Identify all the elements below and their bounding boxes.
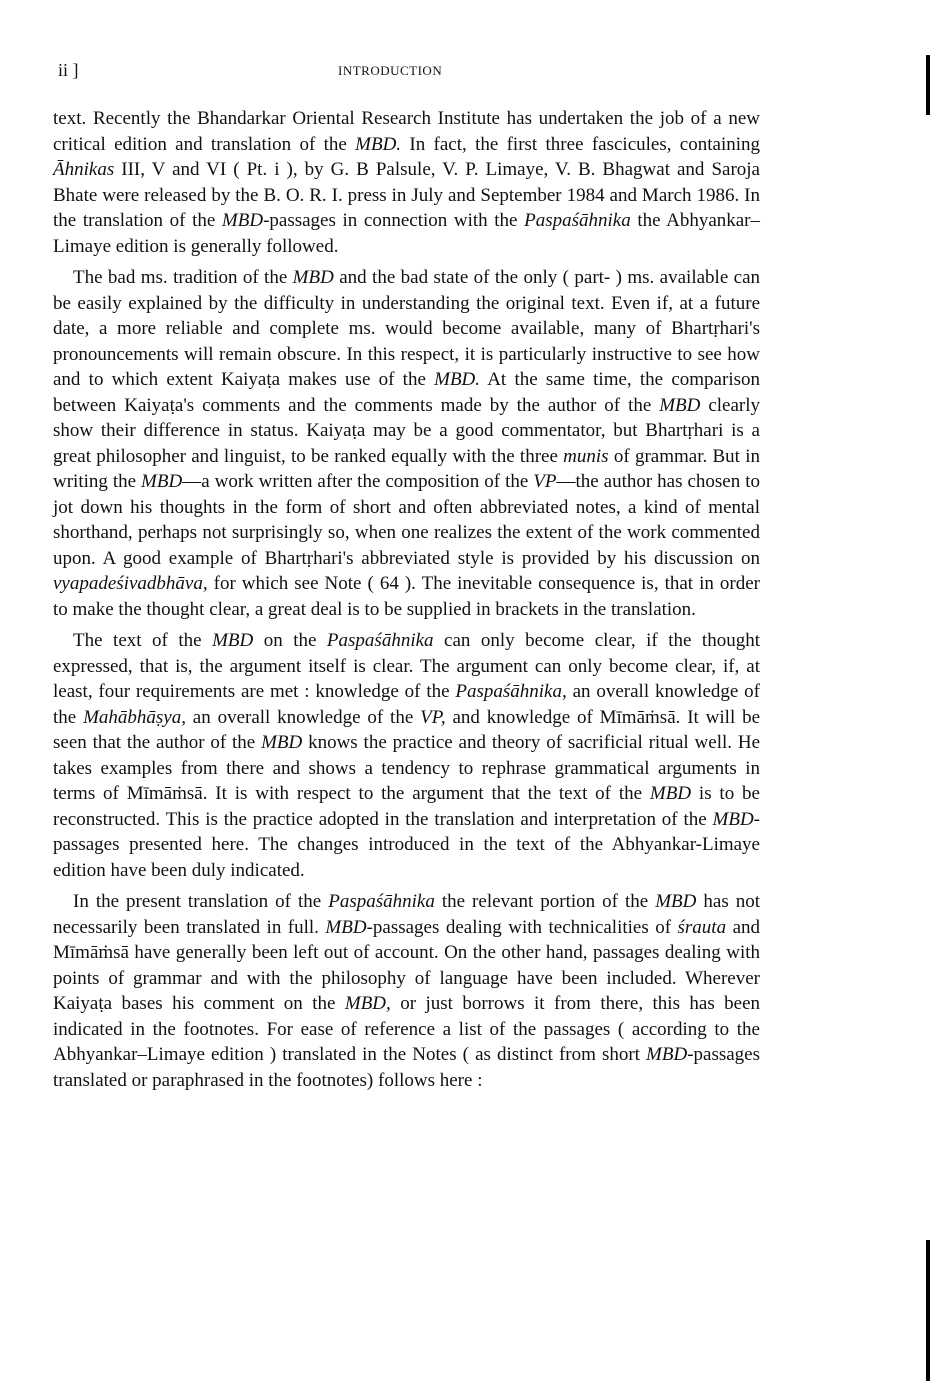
italic-text-segment: Paspaśāhnika xyxy=(326,630,434,651)
paragraph xyxy=(53,628,760,883)
italic-text-segment: MBD xyxy=(292,267,334,288)
text-segment: -passages translated or paraphrased in the footnotes) follows here : xyxy=(53,1044,760,1091)
italic-text-segment: VP xyxy=(533,471,557,492)
italic-text-segment: Paspaśāhnika, xyxy=(455,681,567,702)
italic-text-segment: MBD xyxy=(261,732,303,753)
italic-text-segment: MBD xyxy=(646,1044,688,1065)
text-segment: text. Recently the Bhandarkar Oriental Research Institute has undertaken the job of a new critical edition and translation of the xyxy=(53,108,760,155)
text-segment: or just borrows it from there, this has been indicated in the footnotes. For ease of reference a list of the passages ( according to the Abhyankar–Limaye edition ) translated in the Notes ( as distinct from short xyxy=(53,993,761,1065)
text-segment: In the present translation of the xyxy=(73,891,329,912)
italic-text-segment: MBD, xyxy=(344,993,391,1014)
text-segment: —the author has chosen to jot down his thoughts in the form of short and often abbreviated notes, a kind of mental shorthand, perhaps not surprisingly so, when one realizes the extent of the work commented upon. A good example of Bhartṛhari's abbreviated style is provided by his discussion on xyxy=(53,471,760,569)
italic-text-segment: MBD xyxy=(649,783,692,804)
text-segment: and the bad state of the only ( part- ) ms. available can be easily explained by the difficulty in understanding the original text. Even if, at a future date, a more reliable and complete ms. would become available, many of Bhartṛhari's pronouncements will remain obscure. In this respect, it is particularly instructive to see how and to which extent Kaiyaṭa makes use of the xyxy=(53,267,761,390)
text-segment: and Mīmāṁsā have generally been left out of account. On the other hand, passages dealing with points of grammar and with the philosophy of language have been included. Wherever Kaiyaṭa bases his comment on the xyxy=(53,916,760,1014)
text-segment: At the same time, the comparison between Kaiyaṭa's comments and the comments made by the author of the xyxy=(53,369,760,416)
italic-text-segment: Mahābhāṣya, xyxy=(83,706,186,728)
text-segment: III, V and VI ( Pt. i ), by G. B Palsule, V. P. Limaye, V. B. Bhagwat and Saroja Bhate were released by the B. O. R. I. press in July and September 1984 and March 1986. In the translation of the xyxy=(53,159,760,231)
text-segment: an overall knowledge of the xyxy=(53,681,760,728)
paragraph xyxy=(53,889,760,1093)
text-segment: —a work written after the composition of the xyxy=(182,471,534,492)
italic-text-segment: MBD xyxy=(221,210,264,231)
italic-text-segment: vyapadeśivadbhāva, xyxy=(53,573,208,594)
text-segment: The text of the xyxy=(73,630,213,651)
text-segment: knows the practice and theory of sacrificial ritual well. He takes examples from there and shows a tendency to rephrase grammatical arguments in terms of Mīmāṁsā. It is with respect to the argument that the text of the xyxy=(53,732,761,804)
italic-text-segment: MBD xyxy=(212,630,254,651)
italic-text-segment: MBD. xyxy=(434,369,481,390)
italic-text-segment: MBD xyxy=(712,808,754,830)
page-number: ii ] xyxy=(58,60,79,80)
scan-edge-mark xyxy=(926,55,930,115)
paragraph xyxy=(53,265,760,622)
text-segment: and knowledge of Mīmāṁsā. It will be seen that the author of the xyxy=(53,706,761,753)
italic-text-segment: MBD xyxy=(659,394,701,416)
italic-text-segment: MBD. xyxy=(355,133,402,155)
italic-text-segment: MBD xyxy=(141,471,183,492)
text-segment: clearly show their difference in status. Kaiyaṭa may be a good commentator, but Bhartṛhari is a great philosopher and linguist, to be ranked equally with the three xyxy=(53,394,760,467)
scan-edge-mark xyxy=(926,1240,930,1381)
text-segment: -passages in connection with the xyxy=(263,210,525,231)
text-segment: can only become clear, if the thought expressed, that is, the argument itself is clear. The argument can only become clear, if, at least, four requirements are met : knowledge of the xyxy=(53,630,760,702)
italic-text-segment: MBD xyxy=(325,916,367,938)
text-segment: -passages dealing with technicalities of xyxy=(366,916,678,938)
italic-text-segment: Āhnikas xyxy=(53,159,115,180)
italic-text-segment: śrauta xyxy=(677,916,727,938)
italic-text-segment: Paspaśāhnika xyxy=(524,210,631,231)
page-header xyxy=(58,60,758,84)
italic-text-segment: MBD xyxy=(655,891,697,912)
italic-text-segment: Paspaśāhnika xyxy=(328,891,435,912)
italic-text-segment: munis xyxy=(563,445,609,467)
text-segment: the Abhyankar–Limaye edition is generally followed. xyxy=(53,210,761,257)
text-segment: an overall knowledge of the xyxy=(185,706,421,728)
text-segment: the relevant portion of the xyxy=(434,891,656,912)
text-segment: The bad ms. tradition of the xyxy=(73,267,293,288)
text-segment: for which see Note ( 64 ). The inevitable consequence is, that in order to make the thought clear, a great deal is to be supplied in brackets in the translation. xyxy=(53,573,760,620)
running-title: INTRODUCTION xyxy=(338,63,443,78)
text-segment: on the xyxy=(253,630,327,651)
text-segment: of grammar. But in writing the xyxy=(53,445,761,492)
text-segment: has not necessarily been translated in full. xyxy=(53,891,761,938)
text-segment: In fact, the first three fascicules, containing xyxy=(401,133,761,155)
italic-text-segment: VP, xyxy=(420,706,446,728)
text-segment: is to be reconstructed. This is the practice adopted in the translation and interpretation of the xyxy=(53,783,760,830)
text-segment: -passages presented here. The changes introduced in the text of the Abhyankar-Limaye edition have been duly indicated. xyxy=(53,808,760,881)
body-text xyxy=(53,106,760,1099)
paragraph xyxy=(53,106,760,259)
